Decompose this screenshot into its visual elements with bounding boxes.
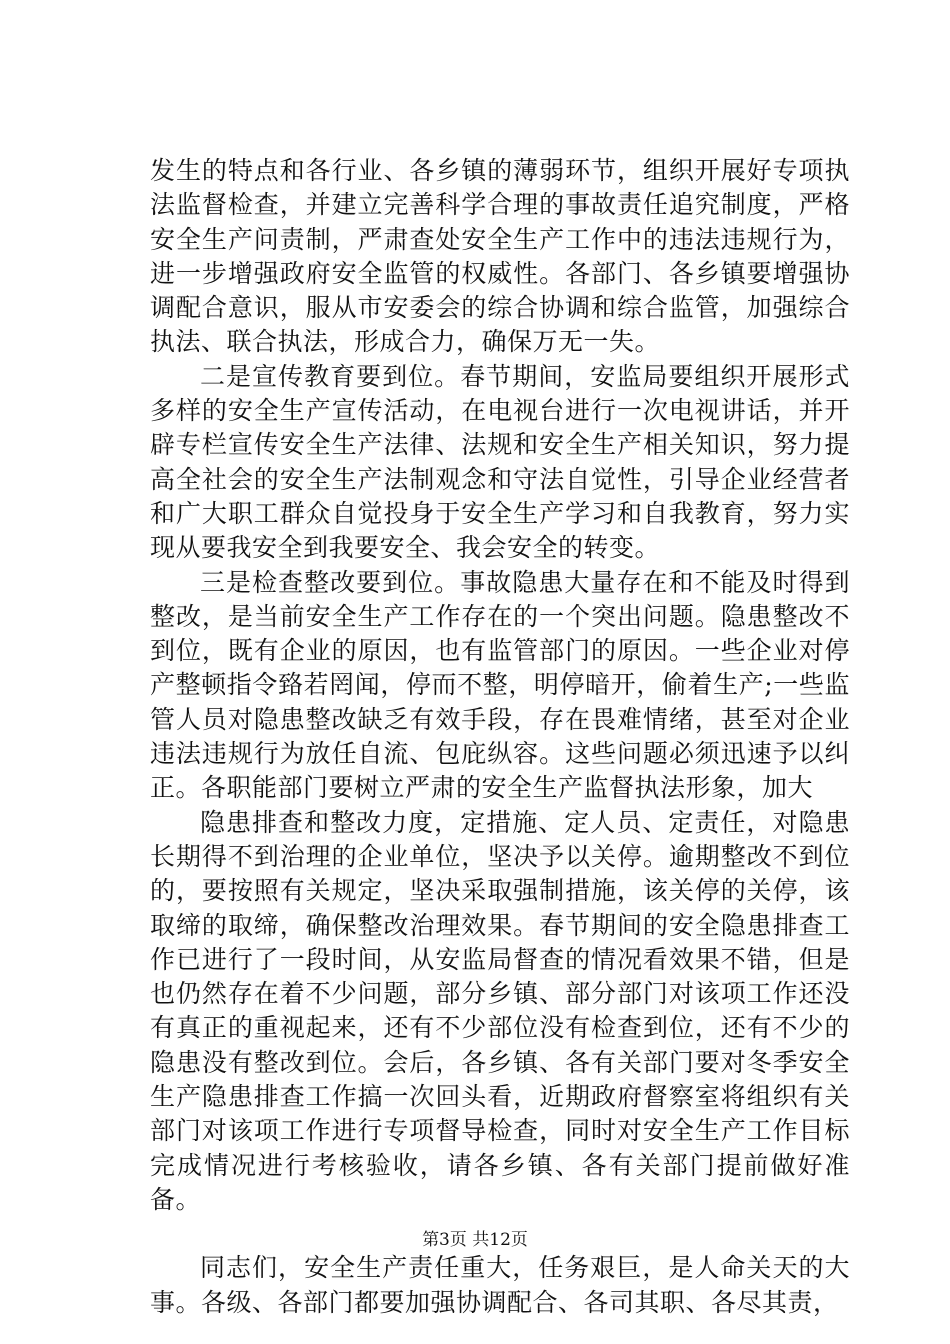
page-number-footer: 第3页 共12页	[422, 1230, 528, 1250]
document-body	[150, 154, 850, 1320]
paragraph-hazard-investigation: 隐患排查和整改力度，定措施、定人员、定责任，对隐患长期得不到治理的企业单位，坚决予以关停。逾期整改不到位的，要按照有关规定，坚决采取强制措施，该关停的关停，该取缔的取缔，确保整改治理效果。春节期间的安全隐患排查工作已进行了一段时间，从安监局督查的情况看效果不错，但是也仍然存在着不少问题，部分乡镇、部分部门对该项工作还没有真正的重视起来，还有不少部位没有检查到位，还有不少的隐患没有整改到位。会后，各乡镇、各有关部门要对冬季安全生产隐患排查工作搞一次回头看，近期政府督察室将组织有关部门对该项工作进行专项督导检查，同时对安全生产工作目标完成情况进行考核验收，请各乡镇、各有关部门提前做好准备。	[150, 807, 850, 1214]
paragraph-publicity-education: 二是宣传教育要到位。春节期间，安监局要组织开展形式多样的安全生产宣传活动，在电视台进行一次电视讲话，并开辟专栏宣传安全生产法律、法规和安全生产相关知识，努力提高全社会的安全生产法制观念和守法自觉性，引导企业经营者和广大职工群众自觉投身于安全生产学习和自我教育，努力实现从要我安全到我要安全、我会安全的转变。	[150, 361, 850, 563]
paragraph-closing: 同志们，安全生产责任重大，任务艰巨，是人命关天的大事。各级、各部门都要加强协调配合、各司其职、各尽其责，	[150, 1253, 850, 1317]
paragraph-enforcement-continued: 发生的特点和各行业、各乡镇的薄弱环节，组织开展好专项执法监督检查，并建立完善科学合理的事故责任追究制度，严格安全生产问责制，严肃查处安全生产工作中的违法违规行为，进一步增强政府安全监管的权威性。各部门、各乡镇要增强协调配合意识，服从市安委会的综合协调和综合监管，加强综合执法、联合执法，形成合力，确保万无一失。	[150, 156, 850, 357]
paragraph-inspection-rectification: 三是检查整改要到位。事故隐患大量存在和不能及时得到整改，是当前安全生产工作存在的一个突出问题。隐患整改不到位，既有企业的原因，也有监管部门的原因。一些企业对停产整顿指令臵若罔闻，停而不整，明停暗开，偷着生产;一些监管人员对隐患整改缺乏有效手段，存在畏难情绪，甚至对企业违法违规行为放任自流、包庇纵容。这些问题必须迅速予以纠正。各职能部门要树立严肃的安全生产监督执法形象，加大	[150, 567, 850, 803]
